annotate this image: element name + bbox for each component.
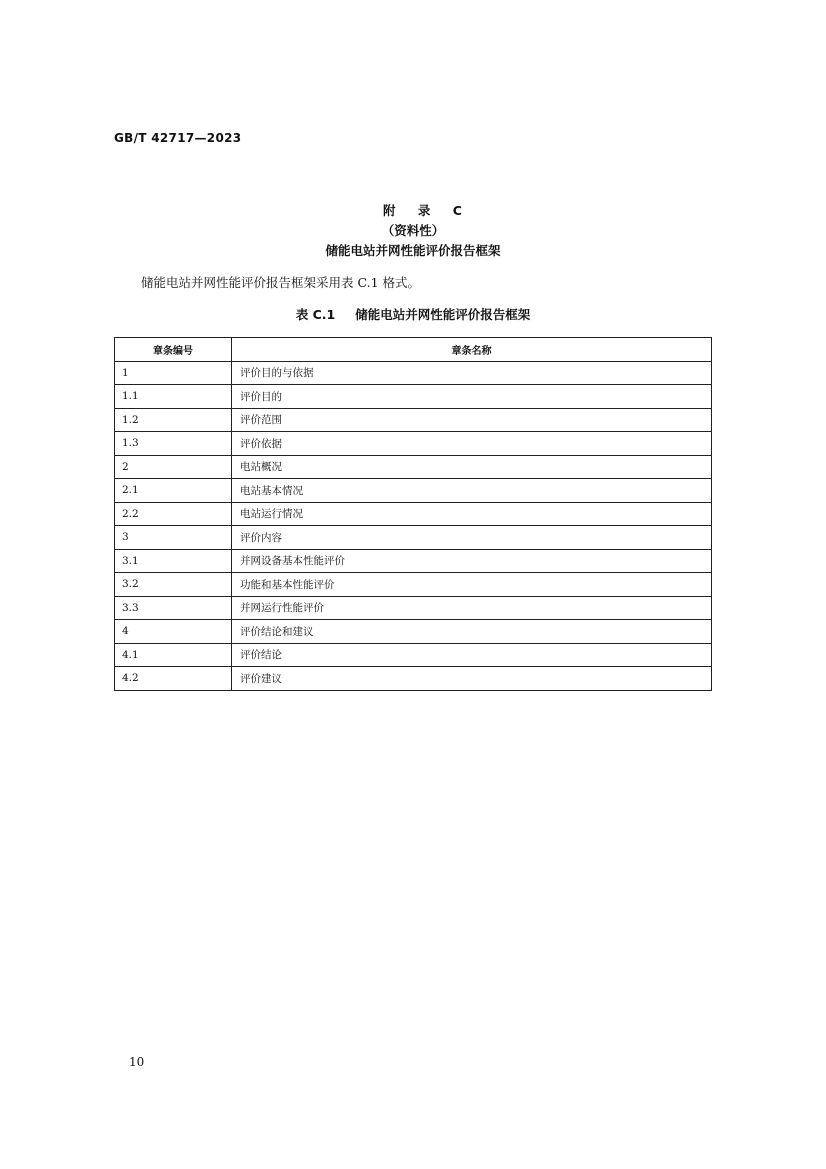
annex-nature: （资料性）: [381, 223, 445, 238]
table-row: [115, 526, 712, 550]
section-name-cell: 电站基本情况: [232, 479, 712, 503]
table-row: [115, 573, 712, 597]
section-number-cell: 1.3: [115, 432, 232, 456]
table-row: [115, 549, 712, 573]
table-row: [115, 385, 712, 409]
table-header-row: [115, 338, 712, 362]
page-number: 10: [129, 1055, 145, 1069]
intro-paragraph: 储能电站并网性能评价报告框架采用表 C.1 格式。: [141, 275, 420, 290]
section-number-cell: 4.2: [115, 667, 232, 691]
section-number-cell: 1.1: [115, 385, 232, 409]
table-row: [115, 620, 712, 644]
section-number-cell: 4.1: [115, 643, 232, 667]
section-number-cell: 3.1: [115, 549, 232, 573]
table-caption: [0, 305, 826, 323]
annex-name: 储能电站并网性能评价报告框架: [325, 243, 501, 258]
section-name-cell: 评价依据: [232, 432, 712, 456]
column-header-name: 章条名称: [232, 338, 712, 362]
standard-code: GB/T 42717—2023: [114, 131, 242, 145]
section-name-cell: 功能和基本性能评价: [232, 573, 712, 597]
table-caption-label: 表 C.1: [295, 307, 336, 322]
section-number-cell: 2.2: [115, 502, 232, 526]
section-number-cell: 4: [115, 620, 232, 644]
section-name-cell: 并网设备基本性能评价: [232, 549, 712, 573]
table-row: [115, 432, 712, 456]
section-number-cell: 2: [115, 455, 232, 479]
table-caption-title: 储能电站并网性能评价报告框架: [355, 307, 531, 322]
section-name-cell: 评价目的: [232, 385, 712, 409]
table-row: [115, 455, 712, 479]
section-name-cell: 评价结论和建议: [232, 620, 712, 644]
report-framework-table: [114, 337, 712, 691]
section-number-cell: 1.2: [115, 408, 232, 432]
section-name-cell: 评价目的与依据: [232, 361, 712, 385]
table-row: [115, 502, 712, 526]
section-name-cell: 评价建议: [232, 667, 712, 691]
table-row: [115, 361, 712, 385]
table-body: [115, 361, 712, 690]
section-number-cell: 1: [115, 361, 232, 385]
table-row: [115, 596, 712, 620]
annex-title: 附 录 C: [383, 203, 471, 218]
table-row: [115, 643, 712, 667]
section-number-cell: 3.2: [115, 573, 232, 597]
section-name-cell: 电站概况: [232, 455, 712, 479]
section-name-cell: 电站运行情况: [232, 502, 712, 526]
table-row: [115, 479, 712, 503]
section-name-cell: 评价范围: [232, 408, 712, 432]
column-header-number: 章条编号: [115, 338, 232, 362]
section-number-cell: 3.3: [115, 596, 232, 620]
table-row: [115, 408, 712, 432]
section-number-cell: 2.1: [115, 479, 232, 503]
section-name-cell: 评价内容: [232, 526, 712, 550]
section-name-cell: 并网运行性能评价: [232, 596, 712, 620]
section-name-cell: 评价结论: [232, 643, 712, 667]
section-number-cell: 3: [115, 526, 232, 550]
table-row: [115, 667, 712, 691]
